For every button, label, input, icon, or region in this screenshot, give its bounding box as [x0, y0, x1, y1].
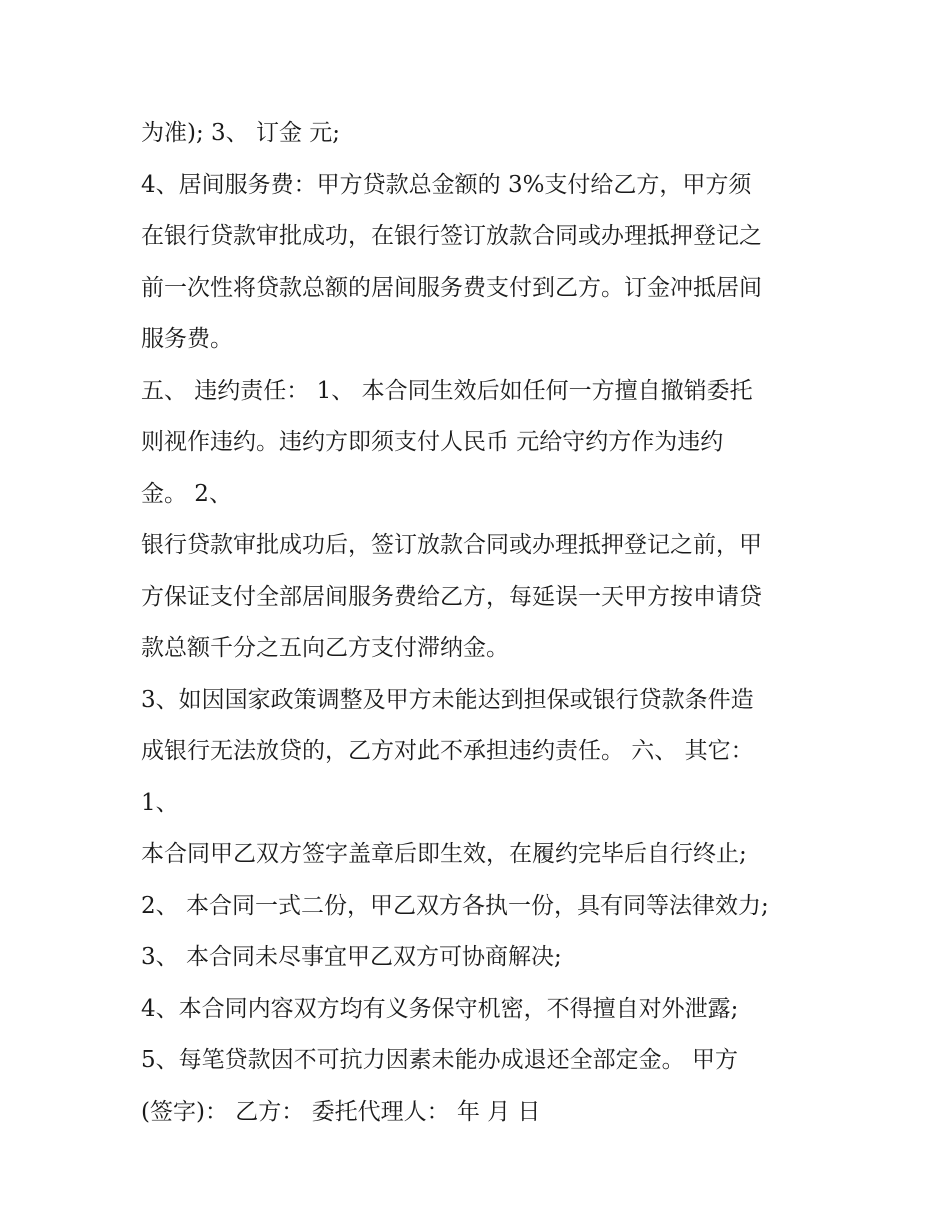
text-line: 3、如因国家政策调整及甲方未能达到担保或银行贷款条件造 [141, 686, 754, 713]
text-line: 4、居间服务费：甲方贷款总金额的 3%支付给乙方，甲方须 [141, 171, 752, 198]
text-line: 方保证支付全部居间服务费给乙方，每延误一天甲方按申请贷 [141, 583, 762, 610]
text-line: 银行贷款审批成功后，签订放款合同或办理抵押登记之前，甲 [141, 532, 762, 558]
text-line: 则视作违约。违约方即须支付人民币 元给守约方作为违约 [141, 429, 724, 455]
text-line: 款总额千分之五向乙方支付滞纳金。 [141, 635, 509, 661]
text-line: 在银行贷款审批成功，在银行签订放款合同或办理抵押登记之 [141, 223, 762, 249]
text-line: 3、 本合同未尽事宜甲乙双方可协商解决; [141, 944, 562, 970]
text-line: 为准); 3、 订金 元; [141, 120, 341, 146]
text-line: 4、本合同内容双方均有义务保守机密，不得擅自对外泄露; [141, 995, 739, 1022]
text-line: 金。 2、 [141, 480, 232, 507]
text-line: 服务费。 [141, 326, 233, 352]
text-line: 五、 违约责任： 1、 本合同生效后如任何一方擅自撤销委托 [141, 377, 753, 404]
text-line: 2、 本合同一式二份，甲乙双方各执一份，具有同等法律效力; [141, 892, 769, 919]
text-line: (签字)： 乙方： 委托代理人： 年 月 日 [141, 1098, 541, 1125]
text-line: 1、 [141, 789, 179, 816]
text-line: 成银行无法放贷的，乙方对此不承担违约责任。 六、 其它： [141, 738, 754, 764]
text-line: 前一次性将贷款总额的居间服务费支付到乙方。订金冲抵居间 [141, 274, 762, 301]
contract-text-body [141, 108, 821, 1138]
text-line: 5、每笔贷款因不可抗力因素未能办成退还全部定金。 甲方 [141, 1047, 738, 1073]
text-line: 本合同甲乙双方签字盖章后即生效，在履约完毕后自行终止; [141, 841, 747, 867]
